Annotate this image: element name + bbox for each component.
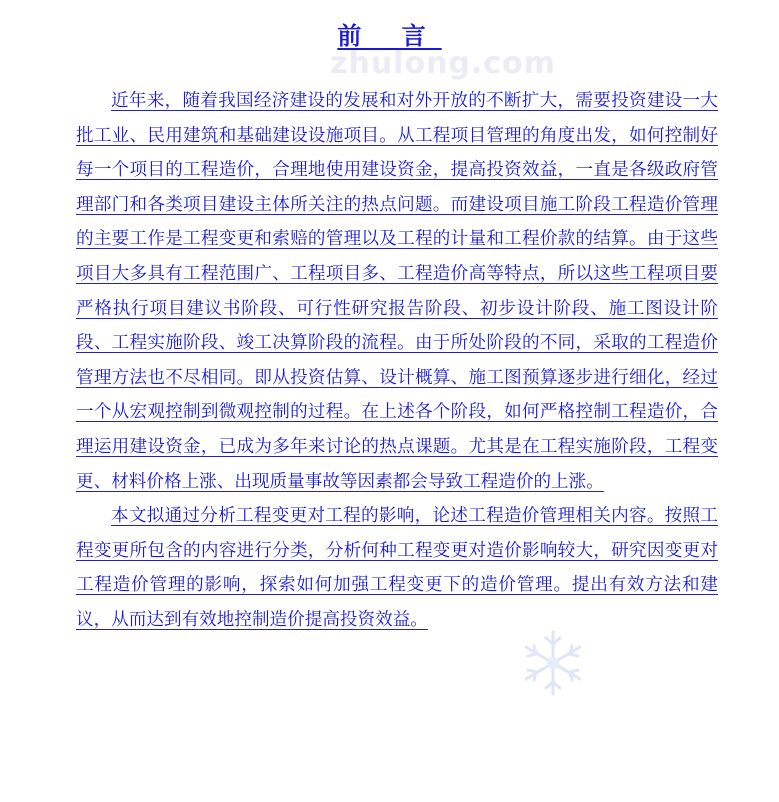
- page-title: 前 言: [337, 21, 442, 50]
- document-body: [76, 84, 718, 638]
- watermark-text: zhulong.com: [330, 46, 556, 81]
- paragraph-intro: 近年来，随着我国经济建设的发展和对外开放的不断扩大，需要投资建设一大批工业、民用建筑和基础建设设施项目。从工程项目管理的角度出发，如何控制好每一个项目的工程造价，合理地使用建设资金，提高投资效益，一直是各级政府管理部门和各类项目建设主体所关注的热点问题。而建设项目施工阶段工程造价管理的主要工作是工程变更和索赔的管理以及工程的计量和工程价款的结算。由于这些项目大多具有工程范围广、工程项目多、工程造价高等特点，所以这些工程项目要严格执行项目建议书阶段、可行性研究报告阶段、初步设计阶段、施工图设计阶段、工程实施阶段、竣工决算阶段的流程。由于所处阶段的不同，采取的工程造价管理方法也不尽相同。即从投资估算、设计概算、施工图预算逐步进行细化，经过一个从宏观控制到微观控制的过程。在上述各个阶段，如何严格控制工程造价，合理运用建设资金，已成为多年来讨论的热点课题。尤其是在工程实施阶段，工程变更、材料价格上涨、出现质量事故等因素都会导致工程造价的上涨。: [76, 91, 718, 492]
- paragraph-purpose: 本文拟通过分析工程变更对工程的影响，论述工程造价管理相关内容。按照工程变更所包含的内容进行分类，分析何种工程变更对造价影响较大，研究因变更对工程造价管理的影响，探索如何加强工程变更下的造价管理。提出有效方法和建议，从而达到有效地控制造价提高投资效益。: [76, 506, 718, 630]
- snowflake-watermark-icon: [518, 628, 588, 698]
